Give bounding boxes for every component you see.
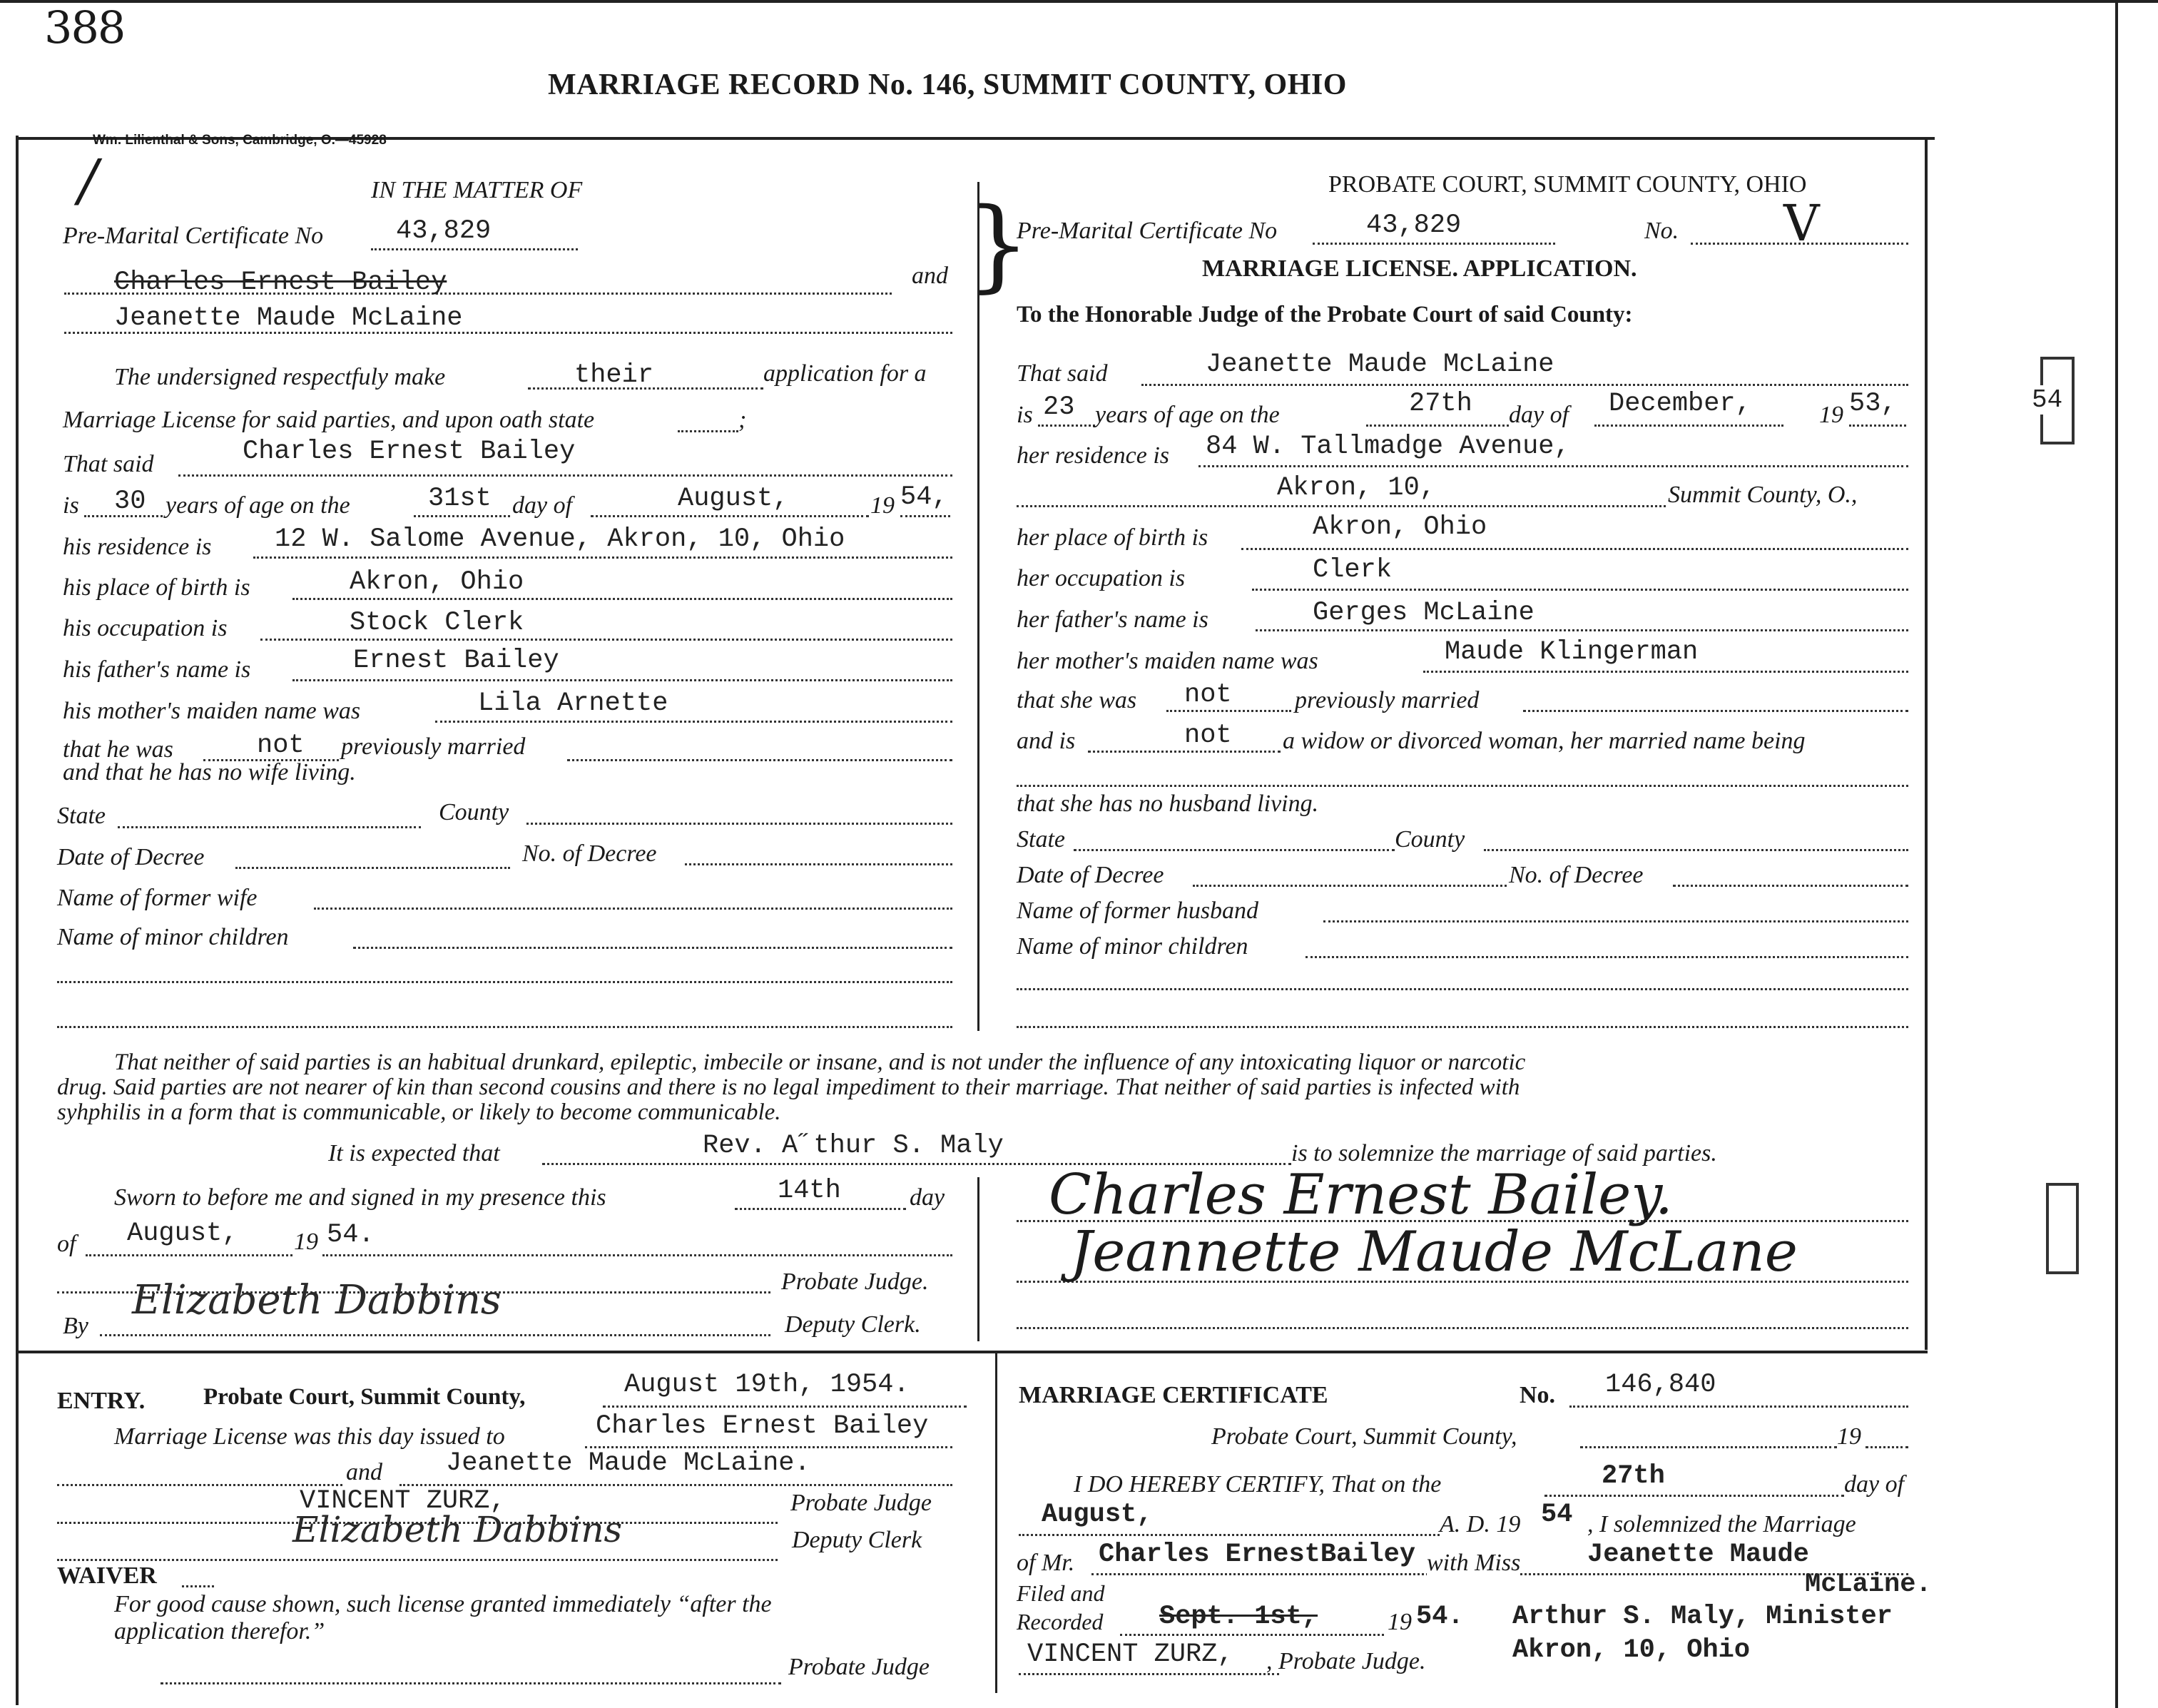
left-day-of-label: day of [512,492,573,519]
bride-birth-month: December, [1609,389,1751,419]
bride-residence-label: her residence is [1017,442,1170,469]
former-wife-label: Name of former wife [57,885,258,911]
sworn-by: By [63,1313,88,1339]
groom-pob-label: his place of birth is [63,574,250,601]
entry-clerk-signature: Elizabeth Dabbins [292,1509,623,1550]
left-date-decree-label: Date of Decree [57,844,205,870]
entry-court: Probate Court, Summit County, [203,1384,526,1410]
bride-widow-label-b: a widow or divorced woman, her married name being [1283,728,1806,754]
right-state-label: State [1017,826,1065,853]
certificate-bride-2: McLaine. [1805,1570,1932,1600]
application-title: MARRIAGE LICENSE. APPLICATION. [1202,255,1637,282]
right-no-mark: V [1783,194,1820,253]
entry-judge: VINCENT ZURZ, [300,1486,506,1516]
certificate-judge: VINCENT ZURZ, [1027,1640,1233,1669]
sworn-day-word: day [910,1184,945,1211]
groom-birth-month: August, [678,484,789,514]
solemnized-text: , I solemnized the Marriage [1587,1511,1856,1537]
right-is-label: is [1017,402,1033,428]
entry-probate-judge: Probate Judge [790,1490,932,1516]
oath-text: Marriage License for said parties, and upon oath state [63,407,595,433]
top-border [0,0,2158,3]
bride-name-matter: Jeanette Maude McLaine [114,303,463,333]
right-19-label: 19 [1819,402,1843,428]
bride-city: Akron, 10, [1277,473,1436,503]
bride-prev-label-b: previously married [1295,687,1480,713]
form-right-line [1925,137,1928,1350]
recorded-date: Sept. 1st, [1159,1602,1318,1632]
page-number: 388 [44,1,125,54]
recorded-19: 19 [1388,1609,1412,1635]
entry-groom: Charles Ernest Bailey [596,1411,929,1441]
bride-widow-label: and is [1017,728,1076,754]
certificate-number: 146,840 [1605,1370,1716,1400]
sworn-day: 14th [778,1176,841,1206]
sworn-19: 19 [294,1229,318,1255]
bride-mother-label: her mother's maiden name was [1017,648,1318,674]
recorded-label: Recorded [1017,1609,1104,1635]
right-cert-label: Pre-Marital Certificate No [1017,218,1278,244]
no-wife-text: and that he has no wife living. [63,759,356,786]
bride-age: 23 [1043,392,1075,422]
bride-name: Jeanette Maude McLaine [1206,350,1554,380]
sworn-divider-vertical [977,1177,979,1341]
right-border [2115,0,2118,1708]
groom-name: Charles Ernest Bailey [243,437,576,467]
waiver-probate-judge: Probate Judge [788,1654,930,1680]
filed-and-label: Filed and [1017,1580,1105,1606]
right-minor-children-label: Name of minor children [1017,933,1248,960]
right-that-said: That said [1017,360,1108,387]
bride-birth-day: 27th [1409,389,1472,419]
groom-residence: 12 W. Salome Avenue, Akron, 10, Ohio [275,524,845,554]
groom-father: Ernest Bailey [353,646,559,676]
certificate-probate-judge: , Probate Judge. [1266,1648,1426,1674]
recorded-year: 54. [1416,1602,1464,1632]
certificate-day-of: day of [1844,1471,1905,1498]
certificate-year: 54 [1541,1500,1573,1530]
statement-line-1: That neither of said parties is an habitual drunkard, epileptic, imbecile or insane, and is not under the influence of any intoxicating liquor or narcotic [114,1049,1526,1075]
minister-name: Arthur S. Maly, Minister [1512,1602,1893,1632]
entry-bride: Jeanette Maude McLaine. [446,1448,810,1478]
right-years-label: years of age on the [1095,402,1280,428]
statement-line-3: syhphilis in a form that is communicable, or likely to become communicable. [57,1099,781,1125]
bride-signature: Jeannette Maude McLane [1070,1220,1798,1284]
right-no-decree-label: No. of Decree [1509,862,1644,888]
left-margin-line [16,136,19,1705]
left-minor-children-label: Name of minor children [57,924,289,950]
bride-pob-label: her place of birth is [1017,524,1208,551]
entry-label: ENTRY. [57,1388,146,1414]
right-day-of-label: day of [1509,402,1569,428]
groom-mother-label: his mother's maiden name was [63,698,361,724]
expected-text-b: is to solemnize the marriage of said parties. [1291,1140,1717,1166]
left-state-label: State [57,803,106,829]
groom-birth-day: 31st [428,484,492,514]
and-label: and [912,263,948,289]
left-19-label: 19 [870,492,895,519]
brace-mark: } [967,187,1031,303]
left-county-label: County [439,799,509,825]
sworn-month: August, [127,1219,238,1249]
groom-occ-label: his occupation is [63,615,228,641]
groom-age: 30 [114,487,146,517]
entry-deputy-clerk: Deputy Clerk [792,1527,922,1553]
bride-father: Gerges McLaine [1313,598,1534,628]
undersigned-text: The undersigned respectfuly make [114,364,446,390]
waiver-text-2: application therefor.” [114,1618,325,1645]
certify-text: I DO HEREBY CERTIFY, That on the [1074,1471,1442,1498]
groom-residence-label: his residence is [63,534,212,560]
statement-line-2: drug. Said parties are not nearer of kin than second cousins and there is no legal impediment to their marriage. That neither of said parties is infected with [57,1074,1520,1100]
groom-pob: Akron, Ohio [350,567,524,597]
middle-divider-line [16,1351,1928,1353]
entry-issued-text: Marriage License was this day issued to [114,1423,505,1450]
bride-occ-label: her occupation is [1017,565,1186,591]
certificate-ad: A. D. 19 [1440,1511,1521,1537]
sworn-deputy-clerk: Deputy Clerk. [785,1311,921,1338]
groom-prev-label: that he was [63,736,173,763]
bottom-divider-vertical [995,1351,997,1693]
right-cert-number: 43,829 [1366,210,1462,240]
bride-birth-year: 53, [1849,389,1897,419]
groom-birth-year: 54, [900,482,948,512]
groom-signature: Charles Ernest Bailey. [1049,1163,1673,1227]
certificate-19: 19 [1837,1423,1861,1450]
bride-residence: 84 W. Tallmadge Avenue, [1206,432,1570,462]
certificate-court: Probate Court, Summit County, [1211,1423,1517,1450]
left-is-label: is [63,492,79,519]
application-for-text: application for a [763,360,927,387]
entry-date: August 19th, 1954. [624,1370,910,1400]
sworn-probate-judge: Probate Judge. [781,1269,929,1295]
record-title: MARRIAGE RECORD No. 146, SUMMIT COUNTY, OHIO [548,68,1347,101]
right-no-label: No. [1644,218,1679,244]
expected-label: It is expected that [328,1140,500,1166]
check-mark: / [78,147,98,213]
sworn-text: Sworn to before me and signed in my presence this [114,1184,606,1211]
sworn-of: of [57,1231,76,1257]
honorable-judge-text: To the Honorable Judge of the Probate Court of said County: [1017,302,1633,327]
groom-prev-married: not [257,731,305,761]
groom-father-label: his father's name is [63,656,251,683]
margin-tab-lower [2046,1183,2079,1274]
left-years-label: years of age on the [166,492,350,519]
left-cert-label: Pre-Marital Certificate No [63,223,324,249]
certificate-title: MARRIAGE CERTIFICATE [1019,1382,1328,1408]
left-cert-number: 43,829 [396,216,492,246]
groom-occupation: Stock Clerk [350,608,524,638]
sworn-clerk-signature: Elizabeth Dabbins [132,1277,502,1323]
left-no-decree-label: No. of Decree [522,840,657,867]
entry-and: and [346,1459,382,1485]
margin-tab-number: 54 [2032,385,2063,415]
their-value: their [574,360,654,390]
certificate-bride: Jeanette Maude [1587,1540,1809,1570]
bride-occupation: Clerk [1313,555,1393,585]
of-mr-label: of Mr. [1017,1550,1075,1576]
groom-prev-label-b: previously married [341,733,526,760]
sworn-year: 54. [327,1220,375,1250]
left-that-said: That said [63,451,154,477]
probate-court-heading: PROBATE COURT, SUMMIT COUNTY, OHIO [1328,171,1807,198]
certificate-day: 27th [1602,1461,1665,1491]
groom-name-struck: Charles Ernest Bailey [114,268,447,298]
right-county-label: County [1395,826,1465,853]
no-husband-text: that she has no husband living. [1017,791,1319,817]
bride-prev-label: that she was [1017,687,1137,713]
bride-pob: Akron, Ohio [1313,512,1487,542]
waiver-text-1: For good cause shown, such license granted immediately “after the [114,1591,772,1617]
bride-prev-married: not [1184,680,1232,710]
certificate-address: Akron, 10, Ohio [1512,1635,1751,1665]
waiver-label: WAIVER [57,1562,157,1589]
officiant-name: Rev. A˝thur S. Maly [703,1131,1004,1161]
with-miss-label: with Miss [1427,1550,1521,1576]
certificate-groom: Charles ErnestBailey [1099,1540,1416,1570]
right-date-decree-label: Date of Decree [1017,862,1164,888]
former-husband-label: Name of former husband [1017,898,1259,924]
certificate-no-label: No. [1520,1382,1556,1408]
groom-mother: Lila Arnette [478,688,668,718]
upper-divider-vertical [977,182,979,1031]
in-the-matter-heading: IN THE MATTER OF [371,177,583,203]
summit-county-label: Summit County, O., [1668,482,1858,508]
bride-mother: Maude Klingerman [1445,637,1699,667]
bride-father-label: her father's name is [1017,606,1208,633]
bride-widow: not [1184,721,1232,751]
certificate-month: August, [1042,1500,1153,1530]
printer-imprint: Wm. Lilienthal & Sons, Cambridge, O.—45928 [93,133,387,148]
